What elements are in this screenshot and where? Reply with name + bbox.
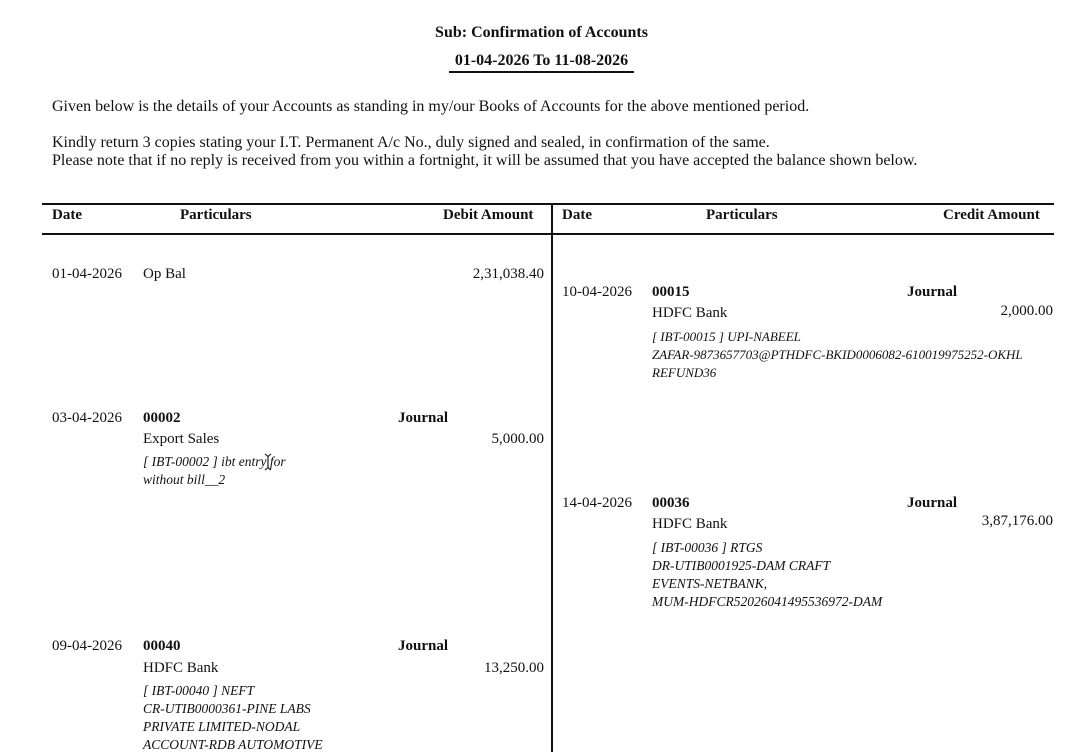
debit-entry-narration xyxy=(143,682,323,754)
debit-entry-account: Export Sales xyxy=(143,431,220,447)
debit-entry-particulars: Op Bal xyxy=(143,266,186,282)
debit-voucher-number: 00002 xyxy=(143,410,181,426)
credit-date-header: Date xyxy=(562,207,592,223)
debit-entry-date: 03-04-2026 xyxy=(52,410,122,426)
debit-entry-amount: 2,31,038.40 xyxy=(472,266,544,282)
debit-voucher-number: 00040 xyxy=(143,638,181,654)
period-text: 01-04-2026 To 11-08-2026 xyxy=(449,52,634,73)
narration-line: [ IBT-00036 ] RTGS xyxy=(652,540,763,555)
table-top-rule xyxy=(42,203,1054,205)
notice-paragraph: Please note that if no reply is received from you within a fortnight, it will be assumed that you have accepted the balance shown below. xyxy=(52,152,918,169)
narration-line: CR-UTIB0000361-PINE LABS xyxy=(143,701,311,716)
narration-line: ZAFAR-9873657703@PTHDFC-BKID0006082-610019975252-OKHL xyxy=(652,347,1023,362)
period-range xyxy=(0,52,1083,70)
debit-entry-date: 01-04-2026 xyxy=(52,266,122,282)
credit-entry-narration xyxy=(652,328,1023,382)
narration-line: REFUND36 xyxy=(652,365,717,380)
credit-entry-date: 10-04-2026 xyxy=(562,284,632,300)
debit-entry-amount: 13,250.00 xyxy=(484,660,544,676)
debit-amount-header: Debit Amount xyxy=(443,207,534,223)
credit-entry-narration xyxy=(652,539,882,611)
narration-line: [ IBT-00040 ] NEFT xyxy=(143,683,255,698)
credit-voucher-number: 00015 xyxy=(652,284,690,300)
narration-line: MUM-HDFCR52026041495536972-DAM xyxy=(652,594,883,609)
narration-line: [ IBT-00015 ] UPI-NABEEL xyxy=(652,329,801,344)
debit-entry-date: 09-04-2026 xyxy=(52,638,122,654)
debit-date-header: Date xyxy=(52,207,82,223)
narration-line: PRIVATE LIMITED-NODAL xyxy=(143,719,301,734)
intro-paragraph: Given below is the details of your Accounts as standing in my/our Books of Accounts for the above mentioned period. xyxy=(52,98,810,115)
debit-entry-amount: 5,000.00 xyxy=(491,431,544,447)
credit-entry-amount: 3,87,176.00 xyxy=(981,513,1053,529)
narration-line: ACCOUNT-RDB AUTOMOTIVE xyxy=(143,737,323,752)
credit-particulars-header: Particulars xyxy=(706,207,778,223)
debit-voucher-type: Journal xyxy=(398,638,449,654)
credit-amount-header: Credit Amount xyxy=(943,207,1040,223)
credit-voucher-number: 00036 xyxy=(652,495,690,511)
credit-entry-amount: 2,000.00 xyxy=(1000,303,1053,319)
text-cursor-icon xyxy=(264,453,272,471)
credit-entry-account: HDFC Bank xyxy=(652,516,728,532)
credit-voucher-type: Journal xyxy=(907,495,958,511)
narration-line: DR-UTIB0001925-DAM CRAFT xyxy=(652,558,831,573)
credit-entry-date: 14-04-2026 xyxy=(562,495,632,511)
narration-line: [ IBT-00002 ] ibt entry for xyxy=(143,454,286,469)
request-paragraph: Kindly return 3 copies stating your I.T. Permanent A/c No., duly signed and sealed, in confirmation of the same. xyxy=(52,134,770,151)
debit-entry-account: HDFC Bank xyxy=(143,660,219,676)
debit-voucher-type: Journal xyxy=(398,410,449,426)
credit-entry-account: HDFC Bank xyxy=(652,305,728,321)
narration-line: EVENTS-NETBANK, xyxy=(652,576,768,591)
table-center-divider xyxy=(551,203,553,752)
narration-line: without bill__2 xyxy=(143,472,226,487)
debit-particulars-header: Particulars xyxy=(180,207,252,223)
credit-voucher-type: Journal xyxy=(907,284,958,300)
document-subject: Sub: Confirmation of Accounts xyxy=(435,24,648,41)
table-header-rule xyxy=(42,233,1054,235)
